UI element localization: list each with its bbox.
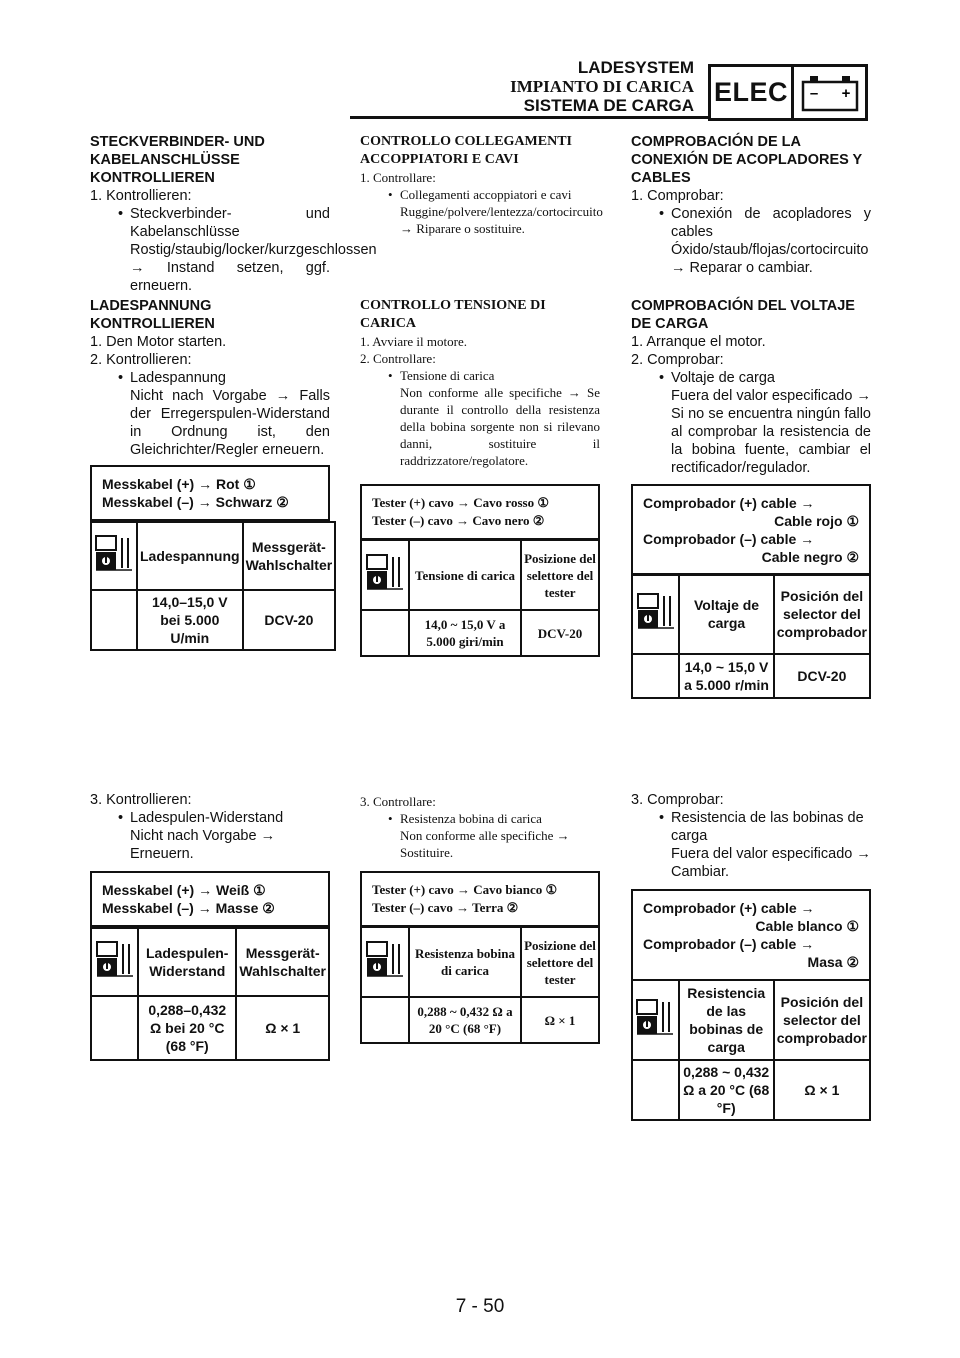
section-heading: LADESPANNUNG KONTROLLIEREN (90, 298, 215, 332)
cable-box (90, 871, 330, 927)
section-code: ELEC (711, 67, 794, 118)
section-heading: CONTROLLO TENSIONE DI CARICA (360, 298, 546, 331)
column-header: Posizione del selettore del tester (521, 927, 599, 997)
cable-line: Comprobador (+) cable → (643, 900, 815, 916)
multimeter-icon (635, 998, 675, 1038)
header-titles (510, 58, 694, 115)
bullet-item: • Tensione di carica (360, 367, 600, 384)
detail-text: Rostig/staubig/locker/kurzgeschlossen → Instand setzen, ggf. erneuern. (130, 242, 377, 294)
battery-icon (794, 67, 865, 118)
section-heading: CONTROLLO COLLEGAMENTI ACCOPPIATORI E CAVI (360, 134, 572, 167)
step: 2. Comprobar: (631, 352, 724, 368)
column-italian (360, 133, 603, 237)
bullet-item: • Steckverbinder- und Kabelanschlüsse (90, 205, 330, 241)
selector-value: DCV-20 (774, 654, 870, 698)
step: 2. Controllare: (360, 351, 436, 366)
column-header: Tensione di carica (409, 540, 521, 610)
cable-line: Comprobador (+) cable → (643, 495, 815, 511)
spec-table (360, 539, 600, 657)
step: 1. Avviare il motore. (360, 334, 467, 349)
cable-line: Tester (+) cavo → Cavo bianco ① (372, 882, 558, 897)
multimeter-icon-cell (632, 980, 679, 1060)
step: 2. Kontrollieren: (90, 352, 192, 368)
cable-box (360, 484, 600, 540)
column-header: Voltaje de carga (679, 574, 773, 654)
detail-text: Óxido/staub/flojas/cortocircuito → Reparar o cambiar. (671, 242, 869, 276)
column-spanish-3 (631, 791, 871, 881)
multimeter-icon-cell (361, 540, 409, 610)
multimeter-icon-cell (632, 574, 679, 654)
column-german-2 (90, 297, 330, 459)
multimeter-icon (365, 940, 405, 980)
column-header: Posición del selector del comprobador (774, 574, 870, 654)
cable-line: Messkabel (+) → Weiß ① (102, 882, 266, 898)
spec-value: 14,0–15,0 V bei 5.000 U/min (137, 590, 243, 650)
bullet-item: • Resistencia de las bobinas de carga (631, 809, 871, 845)
column-german-3 (90, 791, 330, 863)
spec-table (631, 979, 871, 1121)
column-spanish (631, 133, 871, 277)
bullet-item: • Resistenza bobina di carica (360, 810, 600, 827)
bullet-item: • Voltaje de carga (631, 369, 871, 387)
header-title-es: SISTEMA DE CARGA (523, 96, 694, 115)
cable-line: Cable blanco ① (755, 918, 859, 934)
step: 3. Comprobar: (631, 792, 724, 808)
spec-table (631, 573, 871, 699)
cable-line: Messkabel (–) → Masse ② (102, 900, 275, 916)
column-header: Posizione del selettore del tester (521, 540, 599, 610)
bullet-item: • Ladespulen-Widerstand (90, 809, 330, 827)
detail-text: Nicht nach Vorgabe → Erneuern. (130, 828, 276, 862)
cable-line: Messkabel (+) → Rot ① (102, 476, 256, 492)
detail-text: Nicht nach Vorgabe → Falls der Erregerspulen-Widerstand in Ordnung ist, den Gleichrichter/Regler erneuern. (130, 388, 330, 458)
cable-box (631, 484, 871, 576)
selector-value: Ω × 1 (236, 996, 329, 1060)
cable-line: Tester (–) cavo → Cavo nero ② (372, 513, 545, 528)
section-heading: STECKVERBINDER- UND KABELANSCHLÜSSE KONTROLLIEREN (90, 134, 265, 186)
detail-text: Fuera del valor especificado → Si no se encuentra ningún fallo al comprobar la resistencia de la bobina fuente, cambiar el rectificador/regulador. (671, 388, 871, 476)
column-header: Resistenza bobina di carica (409, 927, 521, 997)
cable-box (90, 465, 330, 521)
spec-value: 0,288 ~ 0,432 Ω a 20 °C (68 °F) (409, 997, 521, 1043)
spec-table (90, 521, 336, 651)
cable-box (360, 871, 600, 927)
header-title-it: IMPIANTO DI CARICA (510, 77, 694, 96)
multimeter-icon (636, 592, 676, 632)
multimeter-icon-cell (91, 522, 137, 590)
spec-value: 0,288–0,432 Ω bei 20 °C (68 °F) (138, 996, 236, 1060)
cable-line: Tester (+) cavo → Cavo rosso ① (372, 495, 549, 510)
section-badge (708, 64, 868, 121)
spec-value: 0,288 ~ 0,432 Ω a 20 °C (68 °F) (679, 1060, 774, 1120)
spec-table (360, 926, 600, 1044)
detail-text: Fuera del valor especificado → Cambiar. (671, 846, 871, 880)
bullet-item: • Collegamenti accoppiatori e cavi (360, 186, 600, 203)
column-header: Ladespulen-Widerstand (138, 928, 236, 996)
detail-text: Non conforme alle specifiche → Sostituire. (400, 828, 570, 860)
selector-value: DCV-20 (521, 610, 599, 656)
column-header: Ladespannung (137, 522, 243, 590)
cable-line: Cable negro ② (761, 549, 859, 565)
selector-value: Ω × 1 (774, 1060, 870, 1120)
cable-line: Cable rojo ① (774, 513, 859, 529)
section-heading: COMPROBACIÓN DEL VOLTAJE DE CARGA (631, 298, 855, 332)
cable-line: Comprobador (–) cable → (643, 531, 815, 547)
column-header: Messgerät-Wahlschalter (243, 522, 336, 590)
header-title-de: LADESYSTEM (577, 58, 694, 77)
column-header: Messgerät-Wahlschalter (236, 928, 329, 996)
column-header: Resistencia de las bobinas de carga (679, 980, 774, 1060)
section-heading: COMPROBACIÓN DE LA CONEXIÓN DE ACOPLADORES Y CABLES (631, 134, 862, 186)
selector-value: DCV-20 (243, 590, 336, 650)
step: 1. Controllare: (360, 170, 436, 185)
column-spanish-2 (631, 297, 871, 477)
svg-text:+: + (841, 84, 850, 102)
column-header: Posición del selector del comprobador (774, 980, 870, 1060)
bullet-item: • Ladespannung (90, 369, 330, 387)
cable-line: Messkabel (–) → Schwarz ② (102, 494, 289, 510)
cable-line: Tester (–) cavo → Terra ② (372, 900, 519, 915)
svg-text:–: – (809, 84, 818, 102)
bullet-item: • Conexión de acopladores y cables (631, 205, 871, 241)
spec-value: 14,0 ~ 15,0 V a 5.000 giri/min (409, 610, 521, 656)
multimeter-icon-cell (91, 928, 138, 996)
page-number: 7 - 50 (455, 1296, 505, 1317)
selector-value: Ω × 1 (521, 997, 599, 1043)
step: 1. Den Motor starten. (90, 334, 227, 350)
step: 3. Kontrollieren: (90, 792, 192, 808)
step: 3. Controllare: (360, 794, 436, 809)
step: 1. Comprobar: (631, 188, 724, 204)
spec-value: 14,0 ~ 15,0 V a 5.000 r/min (679, 654, 773, 698)
multimeter-icon (365, 553, 405, 593)
header-rule (350, 116, 708, 119)
multimeter-icon-cell (361, 927, 409, 997)
column-german (90, 133, 377, 295)
multimeter-icon (95, 940, 135, 980)
cable-line: Masa ② (807, 954, 859, 970)
cable-line: Comprobador (–) cable → (643, 936, 815, 952)
detail-text: Ruggine/polvere/lentezza/cortocircuito → Riparare o sostituire. (400, 204, 603, 236)
multimeter-icon (94, 534, 134, 574)
step: 1. Kontrollieren: (90, 188, 192, 204)
step: 1. Arranque el motor. (631, 334, 766, 350)
spec-table (90, 927, 330, 1061)
cable-box (631, 889, 871, 981)
detail-text: Non conforme alle specifiche → Se durante il controllo della resistenza della bobina sorgente non si rilevano danni, sostituire il raddrizzatore/regolatore. (400, 385, 600, 468)
column-italian-2 (360, 297, 600, 469)
column-italian-3 (360, 793, 600, 861)
